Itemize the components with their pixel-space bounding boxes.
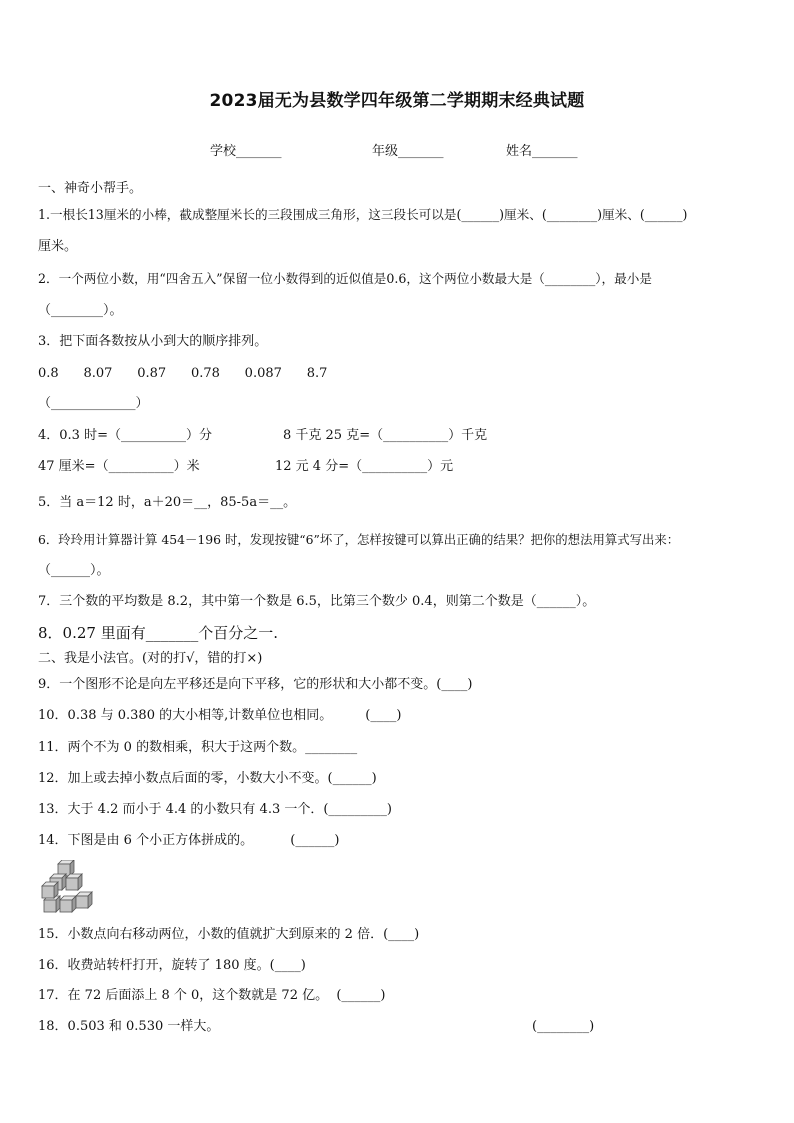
school-field[interactable]: 学校_______ (210, 144, 282, 159)
question-16: 16．收费站转杆打开，旋转了 180 度。(____) (38, 958, 306, 973)
question-12: 12．加上或去掉小数点后面的零，小数大小不变。(______) (38, 771, 377, 786)
cube-stack-figure (40, 860, 102, 916)
question-8: 8．0.27 里面有_______个百分之一. (38, 624, 278, 642)
question-7: 7．三个数的平均数是 8.2，其中第一个数是 6.5，比第三个数少 0.4，则第二个数是（______）。 (38, 594, 596, 609)
question-4-part-c: 47 厘米=（__________）米 (38, 459, 200, 474)
question-6-line-2: （______）。 (38, 563, 110, 578)
question-3-numbers: 0.8 8.07 0.87 0.78 0.087 8.7 (38, 366, 328, 381)
section-heading-2: 二、我是小法官。(对的打√，错的打×) (38, 651, 263, 666)
name-field[interactable]: 姓名_______ (506, 144, 578, 159)
question-10: 10．0.38 与 0.380 的大小相等,计数单位也相同。 (____) (38, 708, 402, 723)
question-14: 14．下图是由 6 个小正方体拼成的。 (______) (38, 833, 340, 848)
question-6-line-1: 6．玲玲用计算器计算 454－196 时，发现按键“6”坏了，怎样按键可以算出正确的结果？把你的想法用算式写出来： (38, 532, 680, 547)
question-2-line-1: 2．一个两位小数，用“四舍五入”保留一位小数得到的近似值是0.6，这个两位小数最大是（________），最小是 (38, 271, 652, 286)
question-4-part-b: 8 千克 25 克=（__________）千克 (283, 428, 488, 443)
question-2-line-2: （________）。 (38, 303, 123, 318)
question-1-line-2: 厘米。 (38, 239, 78, 254)
question-3-line-1: 3．把下面各数按从小到大的顺序排列。 (38, 334, 268, 349)
question-13: 13．大于 4.2 而小于 4.4 的小数只有 4.3 一个．(_________) (38, 802, 393, 817)
question-9: 9．一个图形不论是向左平移还是向下平移，它的形状和大小都不变。(____) (38, 677, 473, 692)
question-15: 15．小数点向右移动两位，小数的值就扩大到原来的 2 倍．(____) (38, 927, 420, 942)
question-4-part-d: 12 元 4 分=（__________）元 (275, 459, 454, 474)
question-17: 17．在 72 后面添上 8 个 0，这个数就是 72 亿。 (______) (38, 988, 386, 1003)
section-heading-1: 一、神奇小帮手。 (38, 181, 143, 196)
question-5: 5．当 a＝12 时，a＋20＝__，85-5a＝__。 (38, 495, 297, 510)
question-3-answer: （_____________） (38, 396, 149, 411)
question-1-line-1: 1.一根长13厘米的小棒，截成整厘米长的三段围成三角形，这三段长可以是(______)厘米、(________)厘米、(______) (38, 207, 688, 222)
question-11: 11．两个不为 0 的数相乘，积大于这两个数。________ (38, 740, 358, 755)
grade-field[interactable]: 年级_______ (372, 144, 444, 159)
question-18: 18．0.503 和 0.530 一样大。 (38, 1019, 220, 1034)
page-title: 2023届无为县数学四年级第二学期期末经典试题 (209, 91, 585, 111)
question-18-answer-blank: (________) (532, 1019, 595, 1034)
question-4-part-a: 4．0.3 时=（__________）分 (38, 428, 212, 443)
